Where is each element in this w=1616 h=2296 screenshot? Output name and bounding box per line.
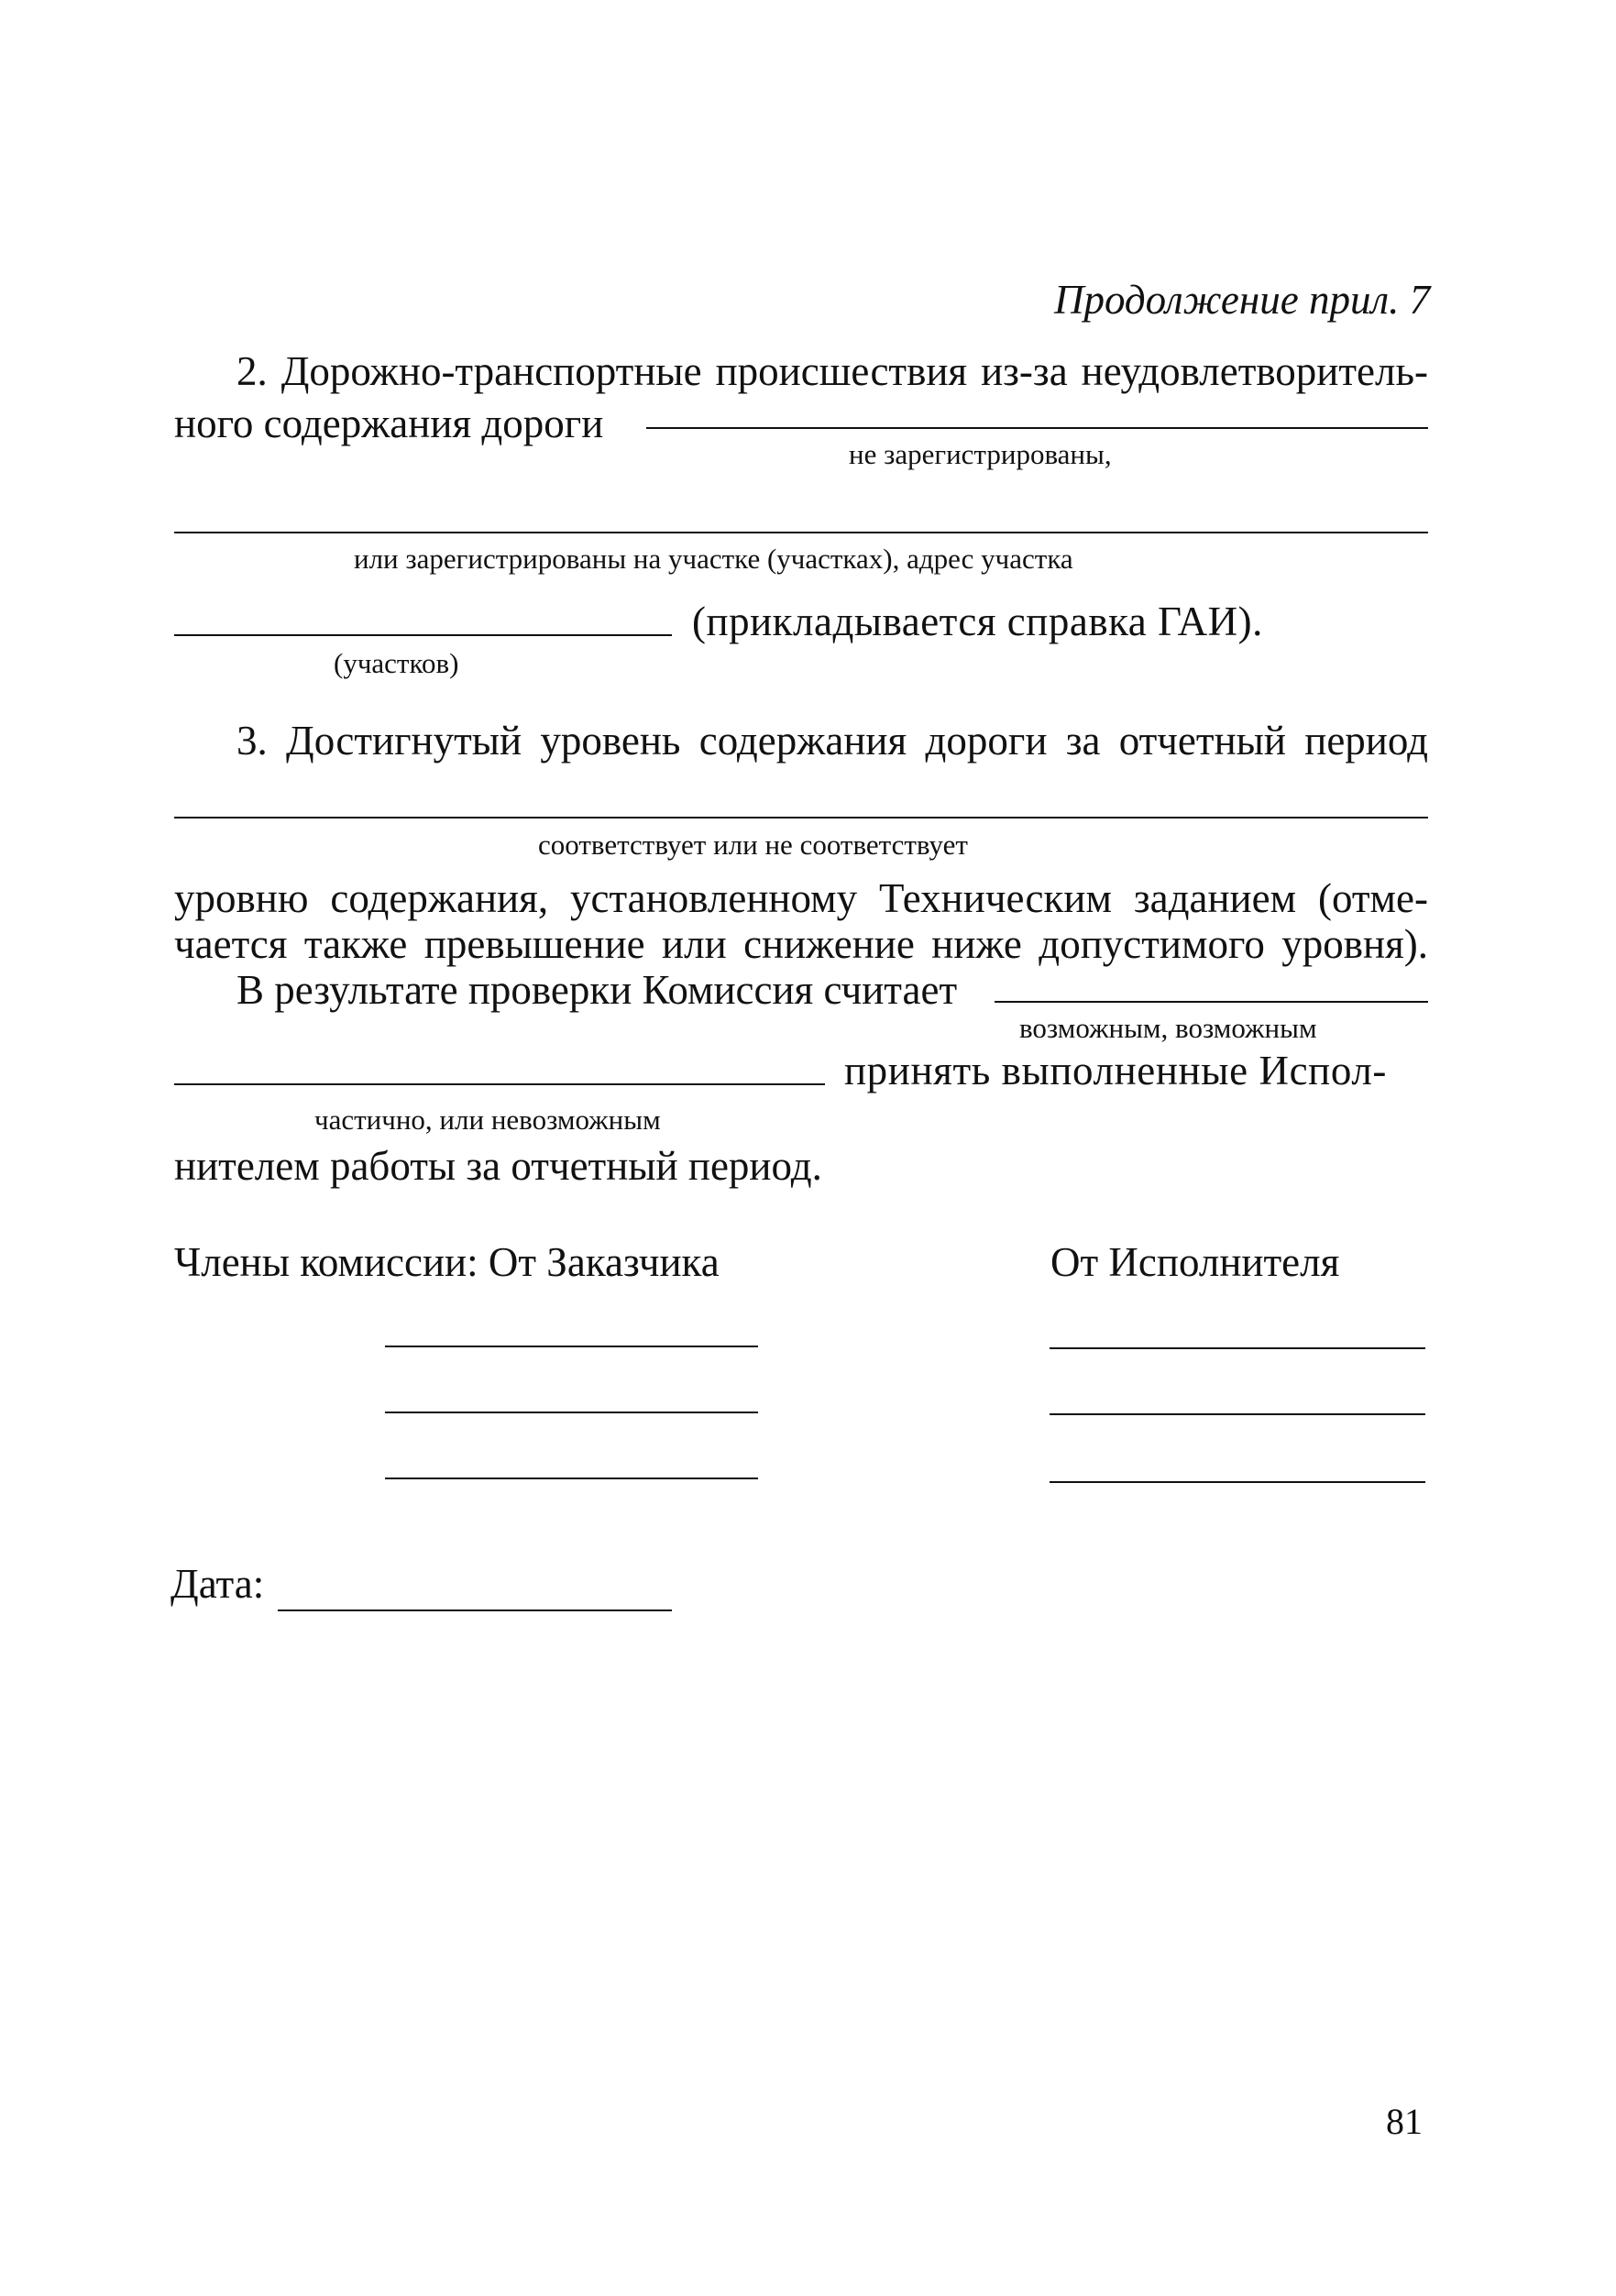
blank-line-incidents [646, 427, 1428, 429]
blank-line-partially [174, 1083, 825, 1085]
page-number: 81 [1386, 2101, 1423, 2142]
caption-or-registered: или зарегистрированы на участке (участках), адрес участка [354, 543, 1073, 575]
section3-line1: 3. Достигнутый уровень содержания дороги за отчетный период [236, 718, 1428, 764]
blank-line-sections [174, 634, 672, 636]
date-label: Дата: [170, 1561, 265, 1607]
section2-line1: 2. Дорожно-транспортные происшествия из-за неудовлетворитель- [236, 348, 1428, 394]
blank-line-conforms [174, 817, 1428, 818]
continuation-header: Продолжение прил. 7 [1054, 277, 1431, 323]
date-line [278, 1609, 672, 1611]
section3-line3: чается также превышение или снижение ниже допустимого уровня). [174, 921, 1428, 967]
caption-possible: возможным, возможным [1019, 1012, 1317, 1044]
contractor-signature-line-3 [1050, 1481, 1425, 1483]
blank-line-commission-decision [995, 1001, 1428, 1003]
contractor-signature-line-2 [1050, 1413, 1425, 1415]
customer-signature-line-1 [385, 1346, 758, 1347]
section3-line6: нителем работы за отчетный период. [174, 1143, 822, 1189]
members-label: Члены комиссии: От Заказчика [174, 1239, 720, 1285]
caption-conforms: соответствует или не соответствует [538, 829, 968, 861]
caption-sections: (участков) [334, 647, 459, 679]
section3-line5: принять выполненные Испол- [844, 1048, 1387, 1093]
customer-signature-line-3 [385, 1478, 758, 1479]
caption-partially: частично, или невозможным [314, 1104, 661, 1136]
contractor-label: От Исполнителя [1050, 1239, 1340, 1285]
section3-line4: В результате проверки Комиссия считает [236, 967, 958, 1013]
section3-line2: уровню содержания, установленному Техническим заданием (отме- [174, 875, 1428, 921]
customer-signature-line-2 [385, 1412, 758, 1413]
section2-line2: ного содержания дороги [174, 401, 604, 446]
contractor-signature-line-1 [1050, 1347, 1425, 1349]
caption-not-registered: не зарегистрированы, [849, 438, 1112, 470]
blank-line-registered-address [174, 532, 1428, 533]
attached-note: (прикладывается справка ГАИ). [692, 599, 1263, 644]
